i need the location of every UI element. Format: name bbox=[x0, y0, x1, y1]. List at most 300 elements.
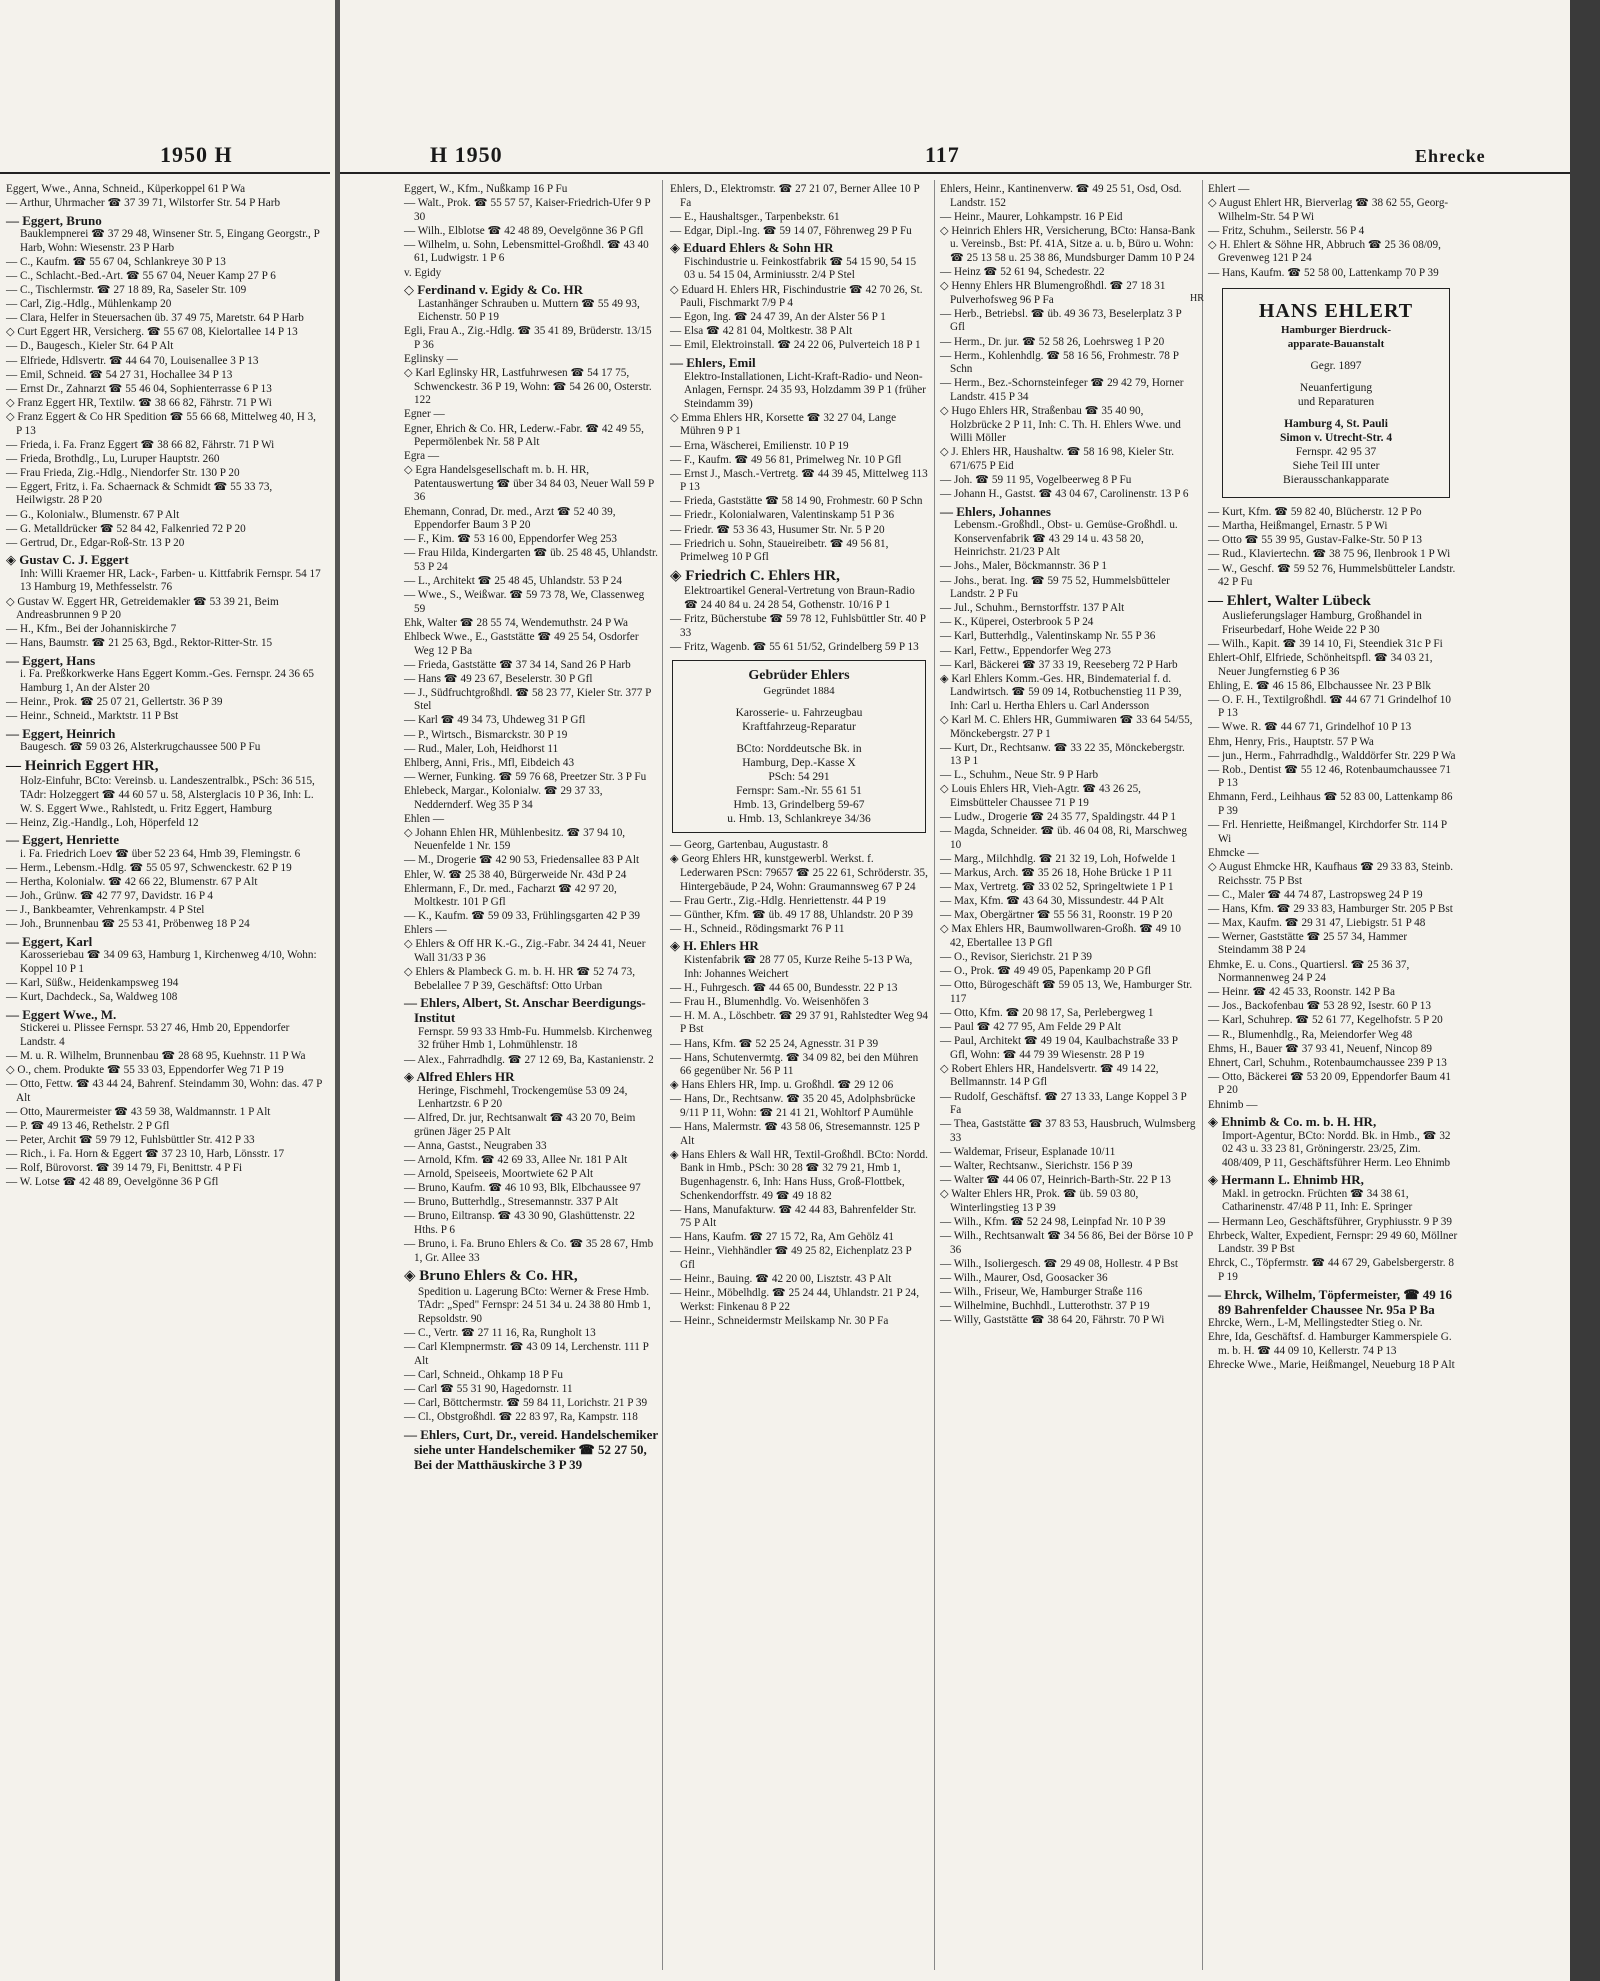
directory-entry: — Max, Kaufm. ☎ 29 31 47, Liebigstr. 51 P 48 bbox=[1208, 916, 1426, 929]
directory-entry: — Heinr., Viehhändler ☎ 49 25 82, Eichenplatz 23 P Gfl bbox=[670, 1245, 912, 1272]
directory-entry: — D., Baugesch., Kieler Str. 64 P Alt bbox=[6, 340, 174, 353]
directory-entry: — P. ☎ 49 13 46, Rethelstr. 2 P Gfl bbox=[6, 1119, 170, 1132]
directory-entry: ◇ H. Ehlert & Söhne HR, Abbruch ☎ 25 36 08/09, Grevenweg 121 P 24 bbox=[1208, 238, 1441, 265]
directory-entry: ◇ Ehlers & Off HR K.-G., Zig.-Fabr. 34 24 41, Neuer Wall 31/33 P 36 bbox=[404, 938, 646, 965]
directory-entry: — Karl, Bäckerei ☎ 37 33 19, Reeseberg 72 P Harb bbox=[940, 658, 1178, 671]
directory-entry: — Herm., Kohlenhdlg. ☎ 58 16 56, Frohmestr. 78 P Schn bbox=[940, 349, 1179, 376]
directory-entry: — Max, Vertretg. ☎ 33 02 52, Springeltwiete 1 P 1 bbox=[940, 881, 1174, 894]
directory-entry: — Rolf, Bürovorst. ☎ 39 14 79, Fi, Benittstr. 4 P Fi bbox=[6, 1162, 243, 1175]
directory-entry: — G., Kolonialw., Blumenstr. 67 P Alt bbox=[6, 508, 180, 521]
directory-entry: — jun., Herm., Fahrradhdlg., Walddörfer Str. 229 P Wa bbox=[1208, 749, 1456, 762]
directory-entry: — L., Architekt ☎ 25 48 45, Uhlandstr. 53 P 24 bbox=[404, 575, 622, 588]
directory-entry: — Heinz ☎ 52 61 94, Schedestr. 22 bbox=[940, 266, 1105, 279]
directory-entry: — Cl., Obstgroßhdl. ☎ 22 83 97, Ra, Kampstr. 118 bbox=[404, 1411, 638, 1424]
directory-entry: — Frau Hilda, Kindergarten ☎ üb. 25 48 45, Uhlandstr. 53 P 24 bbox=[404, 547, 658, 573]
directory-entry: — Hans, Malermstr. ☎ 43 58 06, Stresemannstr. 125 P Alt bbox=[670, 1121, 920, 1147]
directory-entry: — Herb., Betriebsl. ☎ üb. 49 36 73, Beselerplatz 3 P Gfl bbox=[940, 307, 1182, 334]
directory-entry: — Rob., Dentist ☎ 55 12 46, Rotenbaumchaussee 71 P 13 bbox=[1208, 763, 1451, 790]
advert-gebrueder-ehlers bbox=[672, 660, 926, 833]
directory-entry: Ehlers, Heinr., Kantinenverw. ☎ 49 25 51, Osd, Osd. Landstr. 152 bbox=[940, 183, 1182, 209]
directory-entry: — Arnold, Speiseeis, Moortwiete 62 P Alt bbox=[404, 1168, 594, 1181]
directory-entry: — Ludw., Drogerie ☎ 24 35 77, Spaldingstr. 44 P 1 bbox=[940, 811, 1176, 824]
directory-entry: — F., Kim. ☎ 53 16 00, Eppendorfer Weg 253 bbox=[404, 533, 617, 546]
directory-entry: ◇ Heinrich Ehlers HR, Versicherung, BCto: Hansa-Bank u. Vereinsb., Bst: Pf. 41A, Sitze a. u. b, Büro u. Wohn: ☎ 25 13 58 u. 25 38 86, Mundsburger Damm 10 P 24 bbox=[940, 224, 1196, 264]
directory-entry: Ehler, W. ☎ 25 38 40, Bürgerweide Nr. 43d P 24 bbox=[404, 868, 627, 881]
directory-entry: — Eggert Wwe., M. bbox=[6, 1006, 117, 1022]
directory-entry: ◇ Louis Ehlers HR, Vieh-Agtr. ☎ 43 26 25, Eimsbütteler Chaussee 71 P 19 bbox=[940, 783, 1141, 810]
directory-entry: — Otto ☎ 55 39 95, Gustav-Falke-Str. 50 P 13 bbox=[1208, 534, 1422, 547]
directory-entry: — H. M. A., Löschbetr. ☎ 29 37 91, Rahlstedter Weg 94 P Bst bbox=[670, 1009, 928, 1036]
directory-entry: — Friedr., Kolonialwaren, Valentinskamp 51 P 36 bbox=[670, 509, 895, 522]
directory-entry: — Emil, Schneid. ☎ 54 27 31, Hochallee 34 P 13 bbox=[6, 368, 233, 381]
directory-entry: ◈ Karl Ehlers Komm.-Ges. HR, Bindematerial f. d. Landwirtsch. ☎ 59 09 14, Rotbuchenstieg 11 P 39, Inh: Carl u. Hertha Ehlers u. Carl Andersson bbox=[940, 672, 1182, 712]
directory-entry: — Emil, Elektroinstall. ☎ 24 22 06, Pulverteich 18 P 1 bbox=[670, 339, 921, 352]
directory-entry: — K., Kaufm. ☎ 59 09 33, Frühlingsgarten 42 P 39 bbox=[404, 910, 641, 923]
advert-line: und Reparaturen bbox=[1297, 396, 1375, 409]
directory-entry: — Peter, Archit ☎ 59 79 12, Fuhlsbüttler Str. 412 P 33 bbox=[6, 1133, 255, 1146]
header-rule bbox=[340, 172, 1570, 174]
directory-entry: — Heinrich Eggert HR, bbox=[6, 757, 159, 774]
directory-entry: — Carl, Schneid., Ohkamp 18 P Fu bbox=[404, 1368, 564, 1381]
directory-entry: — Heinr., Schneidermstr Meilskamp Nr. 30 P Fa bbox=[670, 1314, 889, 1327]
directory-entry: — Bruno, Butterhdlg., Stresemannstr. 337 P Alt bbox=[404, 1196, 619, 1209]
entry-detail: Lebensm.-Großhdl., Obst- u. Gemüse-Großhdl. u. Konservenfabrik ☎ 43 29 14 u. 43 58 20, Heinrichstr. 21/23 P Alt bbox=[954, 519, 1178, 559]
right-page-header-year: H 1950 bbox=[430, 142, 503, 167]
entry-detail: Holz-Einfuhr, BCto: Vereinsb. u. Landeszentralbk., PSch: 36 515, TAdr: Holzeggert ☎ 44 60 57 u. 58, Alsterglacis 10 P 36, Inh: L. W. S. Eggert Wwe., Rahlstedt, u. Fritz Eggert, Hamburg bbox=[20, 775, 315, 815]
entry-detail: Elektro-Installationen, Licht-Kraft-Radio- und Neon-Anlagen, Fernspr. 24 35 93, Holzdamm 39 P 1 (früher Steindamm 39) bbox=[684, 370, 926, 410]
directory-entry: ◇ Max Ehlers HR, Baumwollwaren-Großh. ☎ 49 10 42, Ebertallee 13 P Gfl bbox=[940, 923, 1181, 949]
directory-entry: — Heinr., Möbelhdlg. ☎ 25 24 44, Uhlandstr. 21 P 24, Werkst: Finkenau 8 P 22 bbox=[670, 1287, 920, 1313]
directory-entry: — Ehlers, Johannes bbox=[940, 503, 1051, 519]
directory-entry: Ehrcke, Wern., L-M, Mellingstedter Stieg o. Nr. bbox=[1208, 1317, 1423, 1330]
directory-entry: — Hans, Kfm. ☎ 29 33 83, Hamburger Str. 205 P Bst bbox=[1208, 902, 1453, 915]
directory-entry: — F., Kaufm. ☎ 49 56 81, Primelweg Nr. 10 P Gfl bbox=[670, 453, 902, 466]
directory-entry: ◇ Ferdinand v. Egidy & Co. HR bbox=[404, 282, 584, 298]
directory-entry: — Jul., Schuhm., Bernstorffstr. 137 P Alt bbox=[940, 602, 1125, 615]
directory-entry: — Marg., Milchhdlg. ☎ 21 32 19, Loh, Hofwelde 1 bbox=[940, 852, 1177, 865]
advert-title: Gebrüder Ehlers bbox=[748, 668, 850, 684]
directory-entry: — M., Drogerie ☎ 42 90 53, Friedensallee 83 P Alt bbox=[404, 854, 640, 867]
directory-entry: ◈ Eduard Ehlers & Sohn HR bbox=[670, 240, 834, 256]
directory-entry: — Ehlers, Curt, Dr., vereid. Handelschemiker siehe unter Handelschemiker ☎ 52 27 50, Bei der Matthäuskirche 3 P 39 bbox=[404, 1426, 658, 1472]
directory-entry: — Heinz, Zig.-Handlg., Loh, Höperfeld 12 bbox=[6, 816, 199, 829]
directory-entry: — Hermann Leo, Geschäftsführer, Gryphiusstr. 9 P 39 bbox=[1208, 1215, 1452, 1228]
directory-entry: Ehling, E. ☎ 46 15 86, Elbchaussee Nr. 23 P Blk bbox=[1208, 679, 1431, 692]
directory-entry: — Rich., i. Fa. Horn & Eggert ☎ 37 23 10, Harb, Lönsstr. 17 bbox=[6, 1148, 285, 1161]
directory-entry: — Hans, Baumstr. ☎ 21 25 63, Bgd., Rektor-Ritter-Str. 15 bbox=[6, 637, 273, 650]
advert-founded: Gegründet 1884 bbox=[763, 685, 835, 698]
directory-entry: — Carl ☎ 55 31 90, Hagedornstr. 11 bbox=[404, 1383, 573, 1395]
directory-entry: — Wilhelm, u. Sohn, Lebensmittel-Großhdl. ☎ 43 40 61, Ludwigstr. 1 P 6 bbox=[404, 238, 649, 265]
directory-entry: Eggert, W., Kfm., Nußkamp 16 P Fu bbox=[404, 183, 568, 195]
directory-entry: — Walter, Rechtsanw., Sierichstr. 156 P 39 bbox=[940, 1159, 1133, 1172]
directory-entry: Eggert, Wwe., Anna, Schneid., Küperkoppel 61 P Wa bbox=[6, 183, 246, 195]
entry-detail: Import-Agentur, BCto: Nordd. Bk. in Hmb., ☎ 32 02 43 u. 33 23 81, Gröningerstr. 23/25, Zim. 408/409, P 11, Geschäftsführer Herm. Leo Ehnimb bbox=[1222, 1129, 1451, 1169]
entry-detail: i. Fa. Preßkorkwerke Hans Eggert Komm.-Ges. Fernspr. 24 36 65 Hamburg 1, An der Alster 20 bbox=[20, 668, 314, 694]
directory-entry: ◇ August Ehmcke HR, Kaufhaus ☎ 29 33 83, Steinb. Reichsstr. 75 P Bst bbox=[1208, 860, 1454, 887]
directory-entry: — Martha, Heißmangel, Ernastr. 5 P Wi bbox=[1208, 520, 1388, 533]
directory-entry: — Günther, Kfm. ☎ üb. 49 17 88, Uhlandstr. 20 P 39 bbox=[670, 908, 914, 921]
directory-entry: Ehk, Walter ☎ 28 55 74, Wendemuthstr. 24 P Wa bbox=[404, 616, 628, 629]
entry-detail: Stickerei u. Plissee Fernspr. 53 27 46, Hmb 20, Eppendorfer Landstr. 4 bbox=[20, 1022, 290, 1048]
advert-line: Simon v. Utrecht-Str. 4 bbox=[1279, 432, 1393, 445]
directory-entry: — Hertha, Kolonialw. ☎ 42 66 22, Blumenstr. 67 P Alt bbox=[6, 875, 258, 888]
directory-entry: — Egon, Ing. ☎ 24 47 39, An der Alster 56 P 1 bbox=[670, 311, 886, 324]
directory-entry: — Ehlers, Albert, St. Anschar Beerdigungs-Institut bbox=[404, 995, 646, 1026]
directory-entry: — Wwe., S., Weißwar. ☎ 59 73 78, We, Classenweg 59 bbox=[404, 589, 645, 615]
entry-detail: Elektroartikel General-Vertretung von Braun-Radio ☎ 24 40 84 u. 24 28 54, Gothenstr. 10/16 P 1 bbox=[684, 585, 915, 611]
directory-entry: — Jos., Backofenbau ☎ 53 28 92, Isestr. 60 P 13 bbox=[1208, 1000, 1431, 1013]
directory-entry: — Waldemar, Friseur, Esplanade 10/11 bbox=[940, 1145, 1116, 1158]
directory-entry: — Elsa ☎ 42 81 04, Moltkestr. 38 P Alt bbox=[670, 325, 853, 338]
directory-entry: — Arnold, Kfm. ☎ 42 69 33, Allee Nr. 181 P Alt bbox=[404, 1154, 628, 1167]
directory-entry: ◇ Henny Ehlers HR Blumengroßhdl. ☎ 27 18 31 Pulverhofsweg 96 P Fa bbox=[940, 280, 1166, 306]
column-4 bbox=[940, 183, 1196, 1973]
directory-entry: — Frieda, Brothdlg., Lu, Luruper Hauptstr. 260 bbox=[6, 452, 220, 465]
directory-entry: — Carl, Böttchermstr. ☎ 59 84 11, Lorichstr. 21 P 39 bbox=[404, 1397, 648, 1410]
directory-entry: — Fritz, Wagenb. ☎ 55 61 51/52, Grindelberg 59 P 13 bbox=[670, 640, 919, 653]
directory-entry: — H., Kfm., Bei der Johanniskirche 7 bbox=[6, 623, 177, 636]
advert-line: Hamburg 4, St. Pauli bbox=[1284, 418, 1388, 431]
directory-entry: — Rud., Maler, Loh, Heidhorst 11 bbox=[404, 742, 559, 755]
entry-detail: Karosseriebau ☎ 34 09 63, Hamburg 1, Kirchenweg 4/10, Wohn: Koppel 10 P 1 bbox=[20, 949, 317, 975]
entry-detail: Fernspr. 59 93 33 Hmb-Fu. Hummelsb. Kirchenweg 32 früher Hmb 1, Lohmühlenstr. 18 bbox=[418, 1025, 652, 1052]
directory-entry: — Max, Kfm. ☎ 43 64 30, Missundestr. 44 P Alt bbox=[940, 895, 1164, 908]
directory-entry: Ehlers — bbox=[404, 924, 447, 937]
advert-hr-mark: HR bbox=[1190, 293, 1204, 305]
page-edge bbox=[1570, 0, 1600, 1981]
directory-entry: — Otto, Fettw. ☎ 43 44 24, Bahrenf. Steindamm 30, Wohn: das. 47 P Alt bbox=[6, 1078, 322, 1104]
directory-entry: — Heinr., Prok. ☎ 25 07 21, Gellertstr. 36 P 39 bbox=[6, 696, 223, 709]
directory-entry: — Eggert, Hans bbox=[6, 652, 96, 668]
directory-entry: — Frieda, i. Fa. Franz Eggert ☎ 38 66 82, Fährstr. 71 P Wi bbox=[6, 438, 275, 451]
directory-entry: — Magda, Schneider. ☎ üb. 46 04 08, Ri, Marschweg 10 bbox=[940, 825, 1187, 851]
directory-entry: — E., Haushaltsger., Tarpenbekstr. 61 bbox=[670, 210, 840, 223]
directory-entry: — Bruno, i. Fa. Bruno Ehlers & Co. ☎ 35 28 67, Hmb 1, Gr. Allee 33 bbox=[404, 1238, 654, 1264]
directory-entry: — Edgar, Dipl.-Ing. ☎ 59 14 07, Föhrenweg 29 P Fu bbox=[670, 224, 912, 237]
directory-entry: — M. u. R. Wilhelm, Brunnenbau ☎ 28 68 95, Kuehnstr. 11 P Wa bbox=[6, 1049, 306, 1062]
directory-entry: ◇ Gustav W. Eggert HR, Getreidemakler ☎ 53 39 21, Beim Andreasbrunnen 9 P 20 bbox=[6, 595, 279, 622]
directory-entry: — Heinr., Maurer, Lohkampstr. 16 P Eid bbox=[940, 210, 1123, 223]
directory-entry: — Hans ☎ 49 23 67, Beselerstr. 30 P Gfl bbox=[404, 672, 593, 685]
directory-entry: ◇ J. Ehlers HR, Haushaltw. ☎ 58 16 98, Kieler Str. 671/675 P Eid bbox=[940, 446, 1175, 472]
directory-entry: ◇ Franz Eggert HR, Textilw. ☎ 38 66 82, Fährstr. 71 P Wi bbox=[6, 396, 272, 409]
entry-detail: Bauklempnerei ☎ 37 29 48, Winsener Str. 5, Eingang Georgstr., P Harb, Wohn: Wiesenstr. 23 P Harb bbox=[20, 228, 320, 254]
advert-line: Fernspr: Sam.-Nr. 55 61 51 bbox=[736, 785, 862, 798]
directory-entry: Ehmcke — bbox=[1208, 846, 1259, 859]
advert-line: Bierausschankapparate bbox=[1282, 474, 1389, 487]
directory-entry: — Bruno, Eiltransp. ☎ 43 30 90, Glashüttenstr. 22 Hths. P 6 bbox=[404, 1210, 635, 1237]
directory-entry: Ehrck, C., Töpfermstr. ☎ 44 67 29, Gabelsbergerstr. 8 P 19 bbox=[1208, 1257, 1454, 1283]
directory-entry: — Otto, Maurermeister ☎ 43 59 38, Waldmannstr. 1 P Alt bbox=[6, 1105, 271, 1118]
directory-entry: — G. Metalldrücker ☎ 52 84 42, Falkenried 72 P 20 bbox=[6, 522, 246, 535]
directory-entry: — Carl, Zig.-Hdlg., Mühlenkamp 20 bbox=[6, 298, 172, 311]
directory-entry: — Ehrck, Wilhelm, Töpfermeister, ☎ 49 16 89 Bahrenfelder Chaussee Nr. 95a P Ba bbox=[1208, 1286, 1453, 1317]
directory-entry: ◇ Walter Ehlers HR, Prok. ☎ üb. 59 03 80, Winterlingstieg 13 P 39 bbox=[940, 1188, 1139, 1214]
left-page bbox=[0, 0, 335, 1981]
directory-entry: ◈ Ehnimb & Co. m. b. H. HR, bbox=[1208, 1114, 1377, 1130]
directory-entry: — Otto, Bürogeschäft ☎ 59 05 13, We, Hamburger Str. 117 bbox=[940, 979, 1193, 1005]
directory-entry: — Paul, Architekt ☎ 49 19 04, Kaulbachstraße 33 P Gfl, Wohn: ☎ 44 79 39 Wiesenstr. 28 P 19 bbox=[940, 1035, 1178, 1061]
directory-entry: — Thea, Gaststätte ☎ 37 83 53, Hausbruch, Wulmsberg 33 bbox=[940, 1118, 1196, 1144]
directory-entry: — Heinr., Bauing. ☎ 42 20 00, Lisztstr. 43 P Alt bbox=[670, 1273, 892, 1286]
directory-entry: ◈ Friedrich C. Ehlers HR, bbox=[670, 567, 840, 584]
directory-entry: — Karl, Schuhrep. ☎ 52 61 77, Kegelhofstr. 5 P 20 bbox=[1208, 1014, 1443, 1027]
directory-entry: — Erna, Wäscherei, Emilienstr. 10 P 19 bbox=[670, 439, 849, 452]
directory-entry: Egner — bbox=[404, 408, 445, 421]
directory-entry: ◇ Curt Eggert HR, Versicherg. ☎ 55 67 08, Kielortallee 14 P 13 bbox=[6, 326, 298, 339]
directory-entry: — Wilh., Elblotse ☎ 42 48 89, Oevelgönne 36 P Gfl bbox=[404, 224, 644, 237]
page-number: 117 bbox=[925, 142, 960, 167]
directory-entry: — Ernst Dr., Zahnarzt ☎ 55 46 04, Sophienterrasse 6 P 13 bbox=[6, 382, 272, 395]
directory-entry: — Otto, Bäckerei ☎ 53 20 09, Eppendorfer Baum 41 P 20 bbox=[1208, 1070, 1451, 1097]
column-5 bbox=[1190, 183, 1458, 1973]
directory-entry: — Joh. ☎ 59 11 95, Vogelbeerweg 8 P Fu bbox=[940, 473, 1132, 486]
column-rule bbox=[1202, 180, 1203, 1970]
directory-entry: — Frau Frieda, Zig.-Hdlg., Niendorfer Str. 130 P 20 bbox=[6, 466, 240, 479]
directory-entry: — Eggert, Henriette bbox=[6, 832, 119, 848]
directory-entry: — O. F. H., Textilgroßhdl. ☎ 44 67 71 Grindelhof 10 P 13 bbox=[1208, 693, 1451, 720]
directory-entry: Egner, Ehrich & Co. HR, Lederw.-Fabr. ☎ 42 49 55, Pepermölenbek Nr. 58 P Alt bbox=[404, 422, 644, 449]
directory-entry: — Kurt, Dr., Rechtsanw. ☎ 33 22 35, Mönckebergstr. 13 P 1 bbox=[940, 741, 1185, 768]
directory-entry: — Johann H., Gastst. ☎ 43 04 67, Carolinenstr. 13 P 6 bbox=[940, 488, 1189, 501]
directory-entry: Ehlberg, Anni, Fris., Mfl, Eibdeich 43 bbox=[404, 756, 575, 769]
directory-entry: Ehlers, D., Elektromstr. ☎ 27 21 07, Berner Allee 10 P Fa bbox=[670, 183, 920, 209]
directory-entry: ◈ Hermann L. Ehnimb HR, bbox=[1208, 1172, 1364, 1188]
directory-entry: — Frieda, Gaststätte ☎ 58 14 90, Frohmestr. 60 P Schn bbox=[670, 495, 923, 508]
directory-entry: ◈ Hans Ehlers HR, Imp. u. Großhdl. ☎ 29 12 06 bbox=[670, 1079, 894, 1092]
advert-line: Neuanfertigung bbox=[1299, 382, 1373, 395]
directory-entry: ◈ Alfred Ehlers HR bbox=[404, 1069, 515, 1085]
directory-entry: — Arthur, Uhrmacher ☎ 37 39 71, Wilstorfer Str. 54 P Harb bbox=[6, 197, 281, 210]
directory-entry: Ehlbeck Wwe., E., Gaststätte ☎ 49 25 54, Osdorfer Weg 12 P Ba bbox=[404, 630, 639, 657]
directory-entry: — Kurt, Dachdeck., Sa, Waldweg 108 bbox=[6, 991, 178, 1004]
column-3 bbox=[670, 183, 928, 1973]
left-page-header: 1950 H bbox=[160, 142, 233, 167]
directory-entry: ◇ O., chem. Produkte ☎ 55 33 03, Eppendorfer Weg 71 P 19 bbox=[6, 1063, 284, 1076]
directory-entry: — Wilh., Friseur, We, Hamburger Straße 116 bbox=[940, 1285, 1143, 1298]
directory-entry: — Hans, Schutenvermtg. ☎ 34 09 82, bei den Mühren 66 gegenüber Nr. 56 P 11 bbox=[670, 1051, 919, 1078]
directory-entry: — Friedr. ☎ 53 36 43, Husumer Str. Nr. 5 P 20 bbox=[670, 523, 885, 536]
directory-entry: — Ehlers, Emil bbox=[670, 355, 756, 371]
directory-entry: — Eggert, Heinrich bbox=[6, 725, 116, 741]
directory-entry: ◈ Bruno Ehlers & Co. HR, bbox=[404, 1268, 578, 1285]
directory-entry: — Georg, Gartenbau, Augustastr. 8 bbox=[670, 839, 828, 852]
directory-entry: Egli, Frau A., Zig.-Hdlg. ☎ 35 41 89, Brüderstr. 13/15 P 36 bbox=[404, 325, 652, 351]
directory-entry: — Karl, Fettw., Eppendorfer Weg 273 bbox=[940, 644, 1111, 657]
directory-entry: — J., Südfruchtgroßhdl. ☎ 58 23 77, Kieler Str. 377 P Stel bbox=[404, 686, 651, 713]
directory-entry: — Friedrich u. Sohn, Staueireibetr. ☎ 49 56 81, Primelweg 10 P Gfl bbox=[670, 537, 889, 564]
directory-entry: Ehm, Henry, Fris., Hauptstr. 57 P Wa bbox=[1208, 735, 1374, 748]
directory-entry: — Eggert, Karl bbox=[6, 933, 93, 949]
directory-entry: Ehnimb — bbox=[1208, 1098, 1258, 1111]
directory-entry: Ehlert — bbox=[1208, 183, 1250, 195]
advert-line: Kraftfahrzeug-Reparatur bbox=[742, 721, 856, 734]
entry-detail: Spedition u. Lagerung BCto: Werner & Frese Hmb. TAdr: „Sped" Fernspr: 24 51 34 u. 24 38 80 Hmb 1, Repsoldstr. 90 bbox=[418, 1285, 651, 1326]
directory-entry: — Wilh., Kapit. ☎ 39 14 10, Fi, Steendiek 31c P Fi bbox=[1208, 637, 1443, 650]
directory-entry: — Karl, Süßw., Heidenkampsweg 194 bbox=[6, 977, 179, 989]
directory-entry: — Heinr. ☎ 42 45 33, Roonstr. 142 P Ba bbox=[1208, 986, 1395, 999]
directory-entry: — J., Bankbeamter, Vehrenkampstr. 4 P Stel bbox=[6, 904, 205, 917]
directory-entry: — Wilhelmine, Buchhdl., Lutterothstr. 37 P 19 bbox=[940, 1299, 1150, 1312]
directory-entry: — R., Blumenhdlg., Ra, Meiendorfer Weg 48 bbox=[1208, 1028, 1413, 1041]
directory-entry: ◇ Ehlers & Plambeck G. m. b. H. HR ☎ 52 74 73, Bebelallee 7 P 39, Geschäftsf: Otto Urban bbox=[404, 966, 636, 992]
advert-line: Fernspr. 42 95 37 bbox=[1295, 446, 1377, 459]
directory-entry: — C., Tischlermstr. ☎ 27 18 89, Ra, Saseler Str. 109 bbox=[6, 284, 247, 297]
directory-entry: ◇ Johann Ehlen HR, Mühlenbesitz. ☎ 37 94 10, Neuenfelde 1 Nr. 159 bbox=[404, 826, 626, 853]
directory-entry: Ehemann, Conrad, Dr. med., Arzt ☎ 52 40 39, Eppendorfer Baum 3 P 20 bbox=[404, 505, 616, 532]
directory-entry: ◈ Georg Ehlers HR, kunstgewerbl. Werkst. f. Lederwaren PScn: 79657 ☎ 25 22 61, Schröderstr. 35, Hintergebäude, P 24, Wohn: Graumannsweg 67 P 24 bbox=[670, 853, 928, 893]
directory-entry: — K., Küperei, Osterbrook 5 P 24 bbox=[940, 616, 1094, 629]
directory-entry: — Clara, Helfer in Steuersachen üb. 37 49 75, Maretstr. 64 P Harb bbox=[6, 312, 304, 325]
column-rule bbox=[934, 180, 935, 1970]
directory-entry: — Eggert, Bruno bbox=[6, 212, 102, 228]
header-keyword: Ehrecke bbox=[1415, 146, 1486, 166]
directory-entry: Ehlebeck, Margar., Kolonialw. ☎ 29 37 33, Neddernderf. Weg 35 P 34 bbox=[404, 784, 603, 811]
directory-entry: — Kurt, Kfm. ☎ 59 82 40, Blücherstr. 12 P Po bbox=[1208, 506, 1422, 519]
directory-entry: Ehlen — bbox=[404, 812, 445, 825]
directory-entry: ◇ August Ehlert HR, Bierverlag ☎ 38 62 55, Georg-Wilhelm-Str. 54 P Wi bbox=[1208, 197, 1449, 223]
directory-entry: Egra — bbox=[404, 450, 440, 463]
directory-entry: — C., Kaufm. ☎ 55 67 04, Schlankreye 30 P 13 bbox=[6, 255, 226, 268]
directory-entry: — Frau H., Blumenhdlg. Vo. Weisenhöfen 3 bbox=[670, 995, 869, 1008]
directory-entry: — Otto, Kfm. ☎ 20 98 17, Sa, Perlebergweg 1 bbox=[940, 1006, 1154, 1019]
entry-detail: Inh: Willi Kraemer HR, Lack-, Farben- u. Kittfabrik Fernspr. 54 17 13 Hamburg 19, Methfesselstr. 76 bbox=[20, 567, 321, 594]
directory-entry: — Johs., berat. Ing. ☎ 59 75 52, Hummelsbütteler Landstr. 2 P Fu bbox=[940, 574, 1170, 601]
directory-entry: — Walt., Prok. ☎ 55 57 57, Kaiser-Friedrich-Ufer 9 P 30 bbox=[404, 197, 651, 223]
column-rule bbox=[662, 180, 663, 1970]
directory-entry: — Elfriede, Hdlsvertr. ☎ 44 64 70, Louisenallee 3 P 13 bbox=[6, 354, 259, 367]
directory-entry: — Gertrud, Dr., Edgar-Roß-Str. 13 P 20 bbox=[6, 536, 185, 549]
directory-entry: — Wilh., Rechtsanwalt ☎ 34 56 86, Bei der Börse 10 P 36 bbox=[940, 1229, 1193, 1256]
directory-entry: — C., Maler ☎ 44 74 87, Lastropsweg 24 P 19 bbox=[1208, 888, 1423, 901]
directory-entry: — Wwe. R. ☎ 44 67 71, Grindelhof 10 P 13 bbox=[1208, 721, 1412, 734]
directory-entry: — Hans, Kaufm. ☎ 27 15 72, Ra, Am Gehölz 41 bbox=[670, 1231, 894, 1244]
directory-entry: — Rudolf, Geschäftsf. ☎ 27 13 33, Lange Koppel 3 P Fa bbox=[940, 1090, 1187, 1117]
directory-entry: — Markus, Arch. ☎ 35 26 18, Hohe Brücke 1 P 11 bbox=[940, 867, 1173, 879]
directory-entry: — L., Schuhm., Neue Str. 9 P Harb bbox=[940, 769, 1099, 782]
directory-entry: — Fritz, Bücherstube ☎ 59 78 12, Fuhlsbüttler Str. 40 P 33 bbox=[670, 613, 926, 639]
advert-line: PSch: 54 291 bbox=[768, 771, 830, 784]
directory-entry: — Carl Klempnermstr. ☎ 43 09 14, Lerchenstr. 111 P Alt bbox=[404, 1341, 649, 1367]
advert-line: Hmb. 13, Grindelberg 59-67 bbox=[733, 799, 865, 812]
advert-line: u. Hmb. 13, Schlankreye 34/36 bbox=[727, 813, 871, 826]
advert-line: BCto: Norddeutsche Bk. in bbox=[736, 743, 862, 756]
directory-entry: — C., Vertr. ☎ 27 11 16, Ra, Rungholt 13 bbox=[404, 1327, 596, 1340]
directory-entry: — Karl ☎ 49 34 73, Uhdeweg 31 P Gfl bbox=[404, 714, 586, 727]
column-2 bbox=[404, 183, 658, 1973]
directory-entry: Ehms, H., Bauer ☎ 37 93 41, Neuenf, Nincop 89 bbox=[1208, 1042, 1432, 1055]
advert-line: Hamburger Bierdruck- bbox=[1280, 324, 1392, 337]
advert-line: Siehe Teil III unter bbox=[1292, 460, 1380, 473]
directory-entry: ◇ Eduard H. Ehlers HR, Fischindustrie ☎ 42 70 26, St. Pauli, Fischmarkt 7/9 P 4 bbox=[670, 283, 923, 310]
directory-entry: — Herm., Bez.-Schornsteinfeger ☎ 29 42 79, Horner Landstr. 415 P 34 bbox=[940, 377, 1184, 403]
directory-entry: — Werner, Funking. ☎ 59 76 68, Preetzer Str. 3 P Fu bbox=[404, 770, 647, 783]
directory-entry: Ehlermann, F., Dr. med., Facharzt ☎ 42 97 20, Moltkestr. 101 P Gfl bbox=[404, 882, 617, 909]
advert-line: Hamburg, Dep.-Kasse X bbox=[742, 757, 856, 770]
directory-entry: — Bruno, Kaufm. ☎ 46 10 93, Blk, Elbchaussee 97 bbox=[404, 1182, 641, 1195]
directory-entry: — Ernst J., Masch.-Vertretg. ☎ 44 39 45, Mittelweg 113 P 13 bbox=[670, 467, 928, 494]
directory-entry: — O., Prok. ☎ 49 49 05, Papenkamp 20 P Gfl bbox=[940, 965, 1152, 978]
directory-entry: — C., Schlacht.-Bed.-Art. ☎ 55 67 04, Neuer Kamp 27 P 6 bbox=[6, 269, 276, 282]
directory-entry: — P., Wirtsch., Bismarckstr. 30 P 19 bbox=[404, 728, 568, 741]
directory-entry: — Alex., Fahrradhdlg. ☎ 27 12 69, Ba, Kastanienstr. 2 bbox=[404, 1053, 654, 1066]
directory-entry: — Karl, Butterhdlg., Valentinskamp Nr. 55 P 36 bbox=[940, 630, 1156, 643]
directory-entry: ◇ Karl M. C. Ehlers HR, Gummiwaren ☎ 33 64 54/55, Mönckebergstr. 27 P 1 bbox=[940, 713, 1193, 740]
directory-entry: — W. Lotse ☎ 42 48 89, Oevelgönne 36 P Gfl bbox=[6, 1176, 219, 1189]
directory-entry: — Max, Obergärtner ☎ 55 56 31, Roonstr. 19 P 20 bbox=[940, 909, 1173, 922]
directory-entry: — H., Fuhrgesch. ☎ 44 65 00, Bundesstr. 22 P 13 bbox=[670, 981, 898, 994]
directory-entry: — Rud., Klaviertechn. ☎ 38 75 96, Ilenbrook 1 P Wi bbox=[1208, 548, 1451, 561]
header-rule bbox=[0, 172, 330, 174]
directory-entry: — Fritz, Schuhm., Seilerstr. 56 P 4 bbox=[1208, 224, 1365, 237]
advert-line: Karosserie- u. Fahrzeugbau bbox=[735, 707, 863, 720]
directory-entry: — Eggert, Fritz, i. Fa. Schaernack & Schmidt ☎ 55 33 73, Heilwigstr. 28 P 20 bbox=[6, 480, 273, 507]
directory-entry: Ehrbeck, Walter, Expedient, Fernspr: 29 49 60, Möllner Landstr. 39 P Bst bbox=[1208, 1229, 1458, 1256]
directory-entry: ◈ Hans Ehlers & Wall HR, Textil-Großhdl. BCto: Nordd. Bank in Hmb., PSch: 30 28 ☎ 32 79 21, Hmb 1, Bugenhagenstr. 6, Inh: Hans Huss, Groß-Flottbek, Schenkendorffstr. 49 ☎ 49 18 82 bbox=[670, 1148, 928, 1202]
directory-entry: Ehmke, E. u. Cons., Quartiersl. ☎ 25 36 37, Normannenweg 24 P 24 bbox=[1208, 958, 1410, 985]
directory-entry: — Hans, Kfm. ☎ 52 25 24, Agnesstr. 31 P 39 bbox=[670, 1037, 879, 1050]
directory-entry: — Heinr., Schneid., Marktstr. 11 P Bst bbox=[6, 710, 179, 723]
directory-entry: ◇ Emma Ehlers HR, Korsette ☎ 32 27 04, Lange Mühren 9 P 1 bbox=[670, 411, 897, 438]
directory-entry: — Alfred, Dr. jur, Rechtsanwalt ☎ 43 20 70, Beim grünen Jäger 25 P Alt bbox=[404, 1112, 636, 1138]
directory-entry: — Wilh., Kfm. ☎ 52 24 98, Leinpfad Nr. 10 P 39 bbox=[940, 1215, 1166, 1228]
directory-entry: — H., Schneid., Rödingsmarkt 76 P 11 bbox=[670, 922, 845, 935]
directory-entry: — Johs., Maler, Böckmannstr. 36 P 1 bbox=[940, 560, 1107, 573]
directory-entry: Ehnert, Carl, Schuhm., Rotenbaumchaussee 239 P 13 bbox=[1208, 1056, 1447, 1069]
entry-detail: Lastanhänger Schrauben u. Muttern ☎ 55 49 93, Eichenstr. 50 P 19 bbox=[418, 297, 640, 324]
directory-entry: — Wilh., Isoliergesch. ☎ 29 49 08, Hollestr. 4 P Bst bbox=[940, 1257, 1178, 1270]
directory-entry: — Frau Gertr., Zig.-Hdlg. Henriettenstr. 44 P 19 bbox=[670, 894, 886, 907]
directory-entry: Eglinsky — bbox=[404, 353, 458, 366]
directory-entry: — Wilh., Maurer, Osd, Goosacker 36 bbox=[940, 1271, 1108, 1284]
directory-entry: — Paul ☎ 42 77 95, Am Felde 29 P Alt bbox=[940, 1021, 1122, 1034]
directory-entry: ◇ Egra Handelsgesellschaft m. b. H. HR, Patentauswertung ☎ über 34 84 03, Neuer Wall 59 P 36 bbox=[404, 464, 654, 504]
directory-entry: — Hans, Manufakturw. ☎ 42 44 83, Bahrenfelder Str. 75 P Alt bbox=[670, 1203, 917, 1230]
entry-detail: Auslieferungslager Hamburg, Großhandel in Friseurbedarf, Hohe Weide 22 P 30 bbox=[1222, 610, 1422, 636]
directory-entry: Ehlert-Ohlf, Elfriede, Schönheitspfl. ☎ 34 03 21, Neuer Jungfernstieg 6 P 36 bbox=[1208, 652, 1433, 678]
directory-entry: ◈ H. Ehlers HR bbox=[670, 938, 759, 954]
directory-entry: — Hans, Kaufm. ☎ 52 58 00, Lattenkamp 70 P 39 bbox=[1208, 266, 1439, 279]
advert-title: HANS EHLERT bbox=[1258, 300, 1414, 323]
entry-detail: i. Fa. Friedrich Loev ☎ über 52 23 64, Hmb 39, Flemingstr. 6 bbox=[20, 847, 301, 860]
column-1 bbox=[6, 183, 324, 1973]
directory-entry: — Ehlert, Walter Lübeck bbox=[1208, 592, 1371, 609]
directory-entry: — Herm., Dr. jur. ☎ 52 58 26, Loehrsweg 1 P 20 bbox=[940, 335, 1165, 348]
directory-entry: — Frl. Henriette, Heißmangel, Kirchdorfer Str. 114 P Wi bbox=[1208, 819, 1447, 845]
directory-entry: ◇ Karl Eglinsky HR, Lastfuhrwesen ☎ 54 17 75, Schwenckestr. 36 P 19, Wohn: ☎ 54 26 00, Osterstr. 122 bbox=[404, 367, 652, 407]
entry-detail: Makl. in getrockn. Früchten ☎ 34 38 61, Catharinenstr. 47/48 P 11, Inh: E. Springer bbox=[1222, 1187, 1413, 1214]
directory-entry: v. Egidy bbox=[404, 266, 442, 279]
directory-entry: — W., Geschf. ☎ 59 52 76, Hummelsbütteler Landstr. 42 P Fu bbox=[1208, 562, 1456, 589]
entry-detail: Kistenfabrik ☎ 28 77 05, Kurze Reihe 5-13 P Wa, Inh: Johannes Weichert bbox=[684, 953, 913, 980]
directory-entry: — Herm., Lebensm.-Hdlg. ☎ 55 05 97, Schwenckestr. 62 P 19 bbox=[6, 861, 292, 874]
directory-entry: — Werner, Gaststätte ☎ 25 57 34, Hammer Steindamm 38 P 24 bbox=[1208, 930, 1408, 957]
entry-detail: Fischindustrie u. Feinkostfabrik ☎ 54 15 90, 54 15 03 u. 54 15 04, Arminiusstr. 2/4 P Stel bbox=[684, 255, 917, 282]
directory-entry: — Joh., Brunnenbau ☎ 25 53 41, Pröbenweg 18 P 24 bbox=[6, 918, 250, 931]
directory-entry: — Walter ☎ 44 06 07, Heinrich-Barth-Str. 22 P 13 bbox=[940, 1174, 1171, 1187]
directory-entry: — Hans, Dr., Rechtsanw. ☎ 35 20 45, Adolphsbrücke 9/11 P 11, Wohn: ☎ 21 41 21, Wohltorf P Aumühle bbox=[670, 1093, 916, 1119]
directory-entry: — Frieda, Gaststätte ☎ 37 34 14, Sand 26 P Harb bbox=[404, 658, 631, 671]
directory-entry: — Joh., Grünw. ☎ 42 77 97, Davidstr. 16 P 4 bbox=[6, 890, 214, 903]
directory-entry: — Anna, Gastst., Neugraben 33 bbox=[404, 1140, 547, 1152]
entry-detail: Baugesch. ☎ 59 03 26, Alsterkrugchaussee 500 P Fu bbox=[20, 741, 261, 754]
directory-entry: ◈ Gustav C. J. Eggert bbox=[6, 552, 129, 568]
directory-entry: ◇ Franz Eggert & Co HR Spedition ☎ 55 66 68, Mittelweg 40, H 3, P 13 bbox=[6, 410, 316, 437]
advert-founded: Gegr. 1897 bbox=[1310, 360, 1362, 373]
right-page bbox=[340, 0, 1570, 1981]
directory-entry: ◇ Robert Ehlers HR, Handelsvertr. ☎ 49 14 22, Bellmannstr. 14 P Gfl bbox=[940, 1062, 1159, 1089]
